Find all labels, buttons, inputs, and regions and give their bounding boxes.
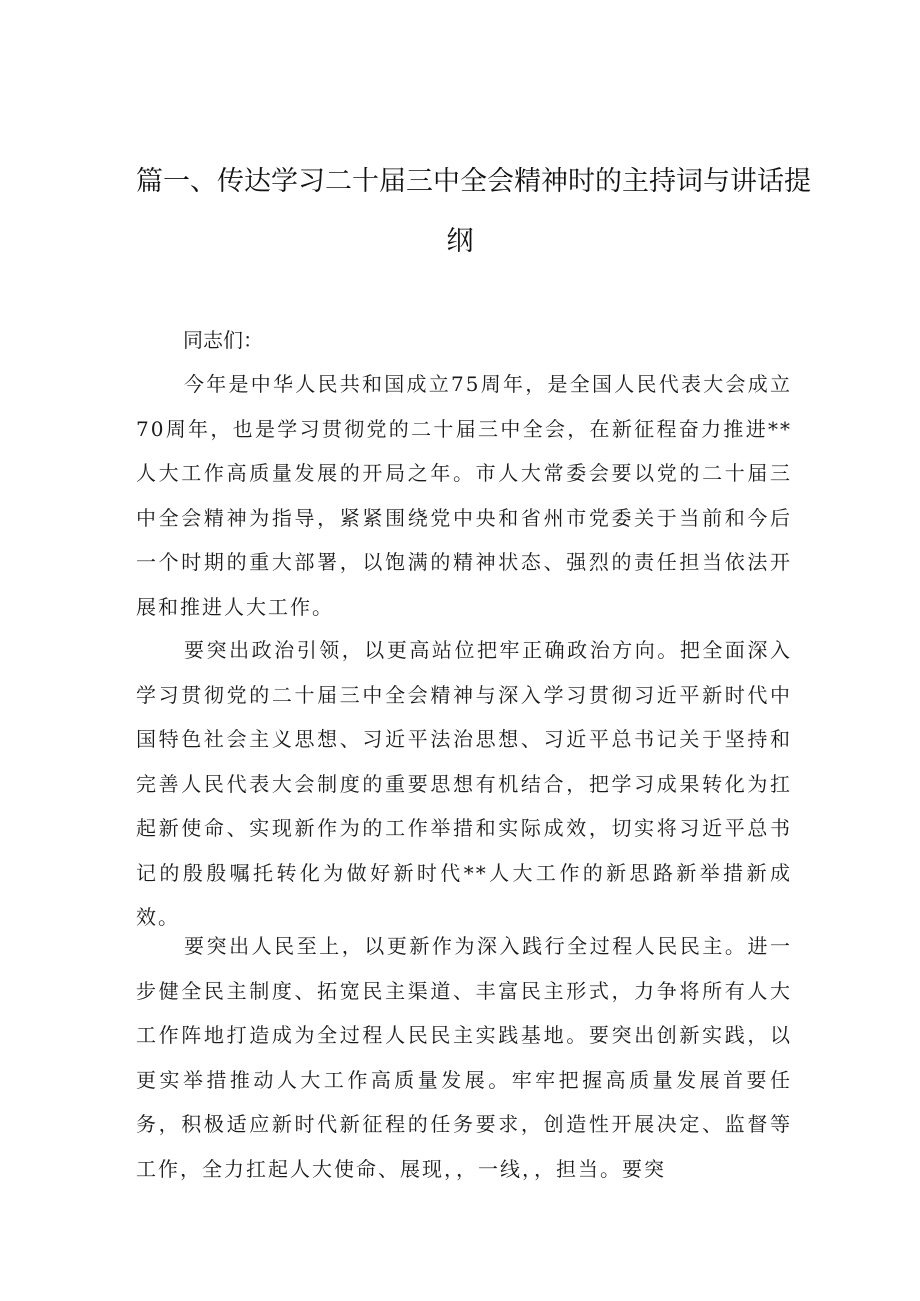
salutation: 同志们： xyxy=(183,328,263,352)
paragraph-2: 要突出政治引领，以更高站位把牢正确政治方向。把全面深入学习贯彻党的二十届三中全会精神与深入学习贯彻习近平新时代中国特色社会主义思想、习近平法治思想、习近平总书记关于坚持和完善人民代表大会制度的重要思想有机结合，把学习成果转化为扛起新使命、实现新作为的工作举措和实际成效，切实将习近平总书记的殷殷嘱托转化为做好新时代**人大工作的新思路新举措新成效。 xyxy=(136,638,792,929)
document-title-line-2: 纲 xyxy=(446,226,474,257)
paragraph-3: 要突出人民至上，以更新作为深入践行全过程人民民主。进一步健全民主制度、拓宽民主渠道、丰富民主形式，力争将所有人大工作阵地打造成为全过程人民民主实践基地。要突出创新实践，以更实举措推动人大工作高质量发展。牢牢把握高质量发展首要任务，积极适应新时代新征程的任务要求，创造性开展决定、监督等工作，全力扛起人大使命、展现，，一线，，担当。要突 xyxy=(136,934,792,1181)
document-title-line-1: 篇一、传达学习二十届三中全会精神时的主持词与讲话提 xyxy=(136,166,811,197)
paragraph-1: 今年是中华人民共和国成立75周年，是全国人民代表大会成立70周年，也是学习贯彻党的二十届三中全会，在新征程奋力推进**人大工作高质量发展的开局之年。市人大常委会要以党的二十届三中全会精神为指导，紧紧围绕党中央和省州市党委关于当前和今后一个时期的重大部署，以饱满的精神状态、强烈的责任担当依法开展和推进人大工作。 xyxy=(136,372,792,619)
